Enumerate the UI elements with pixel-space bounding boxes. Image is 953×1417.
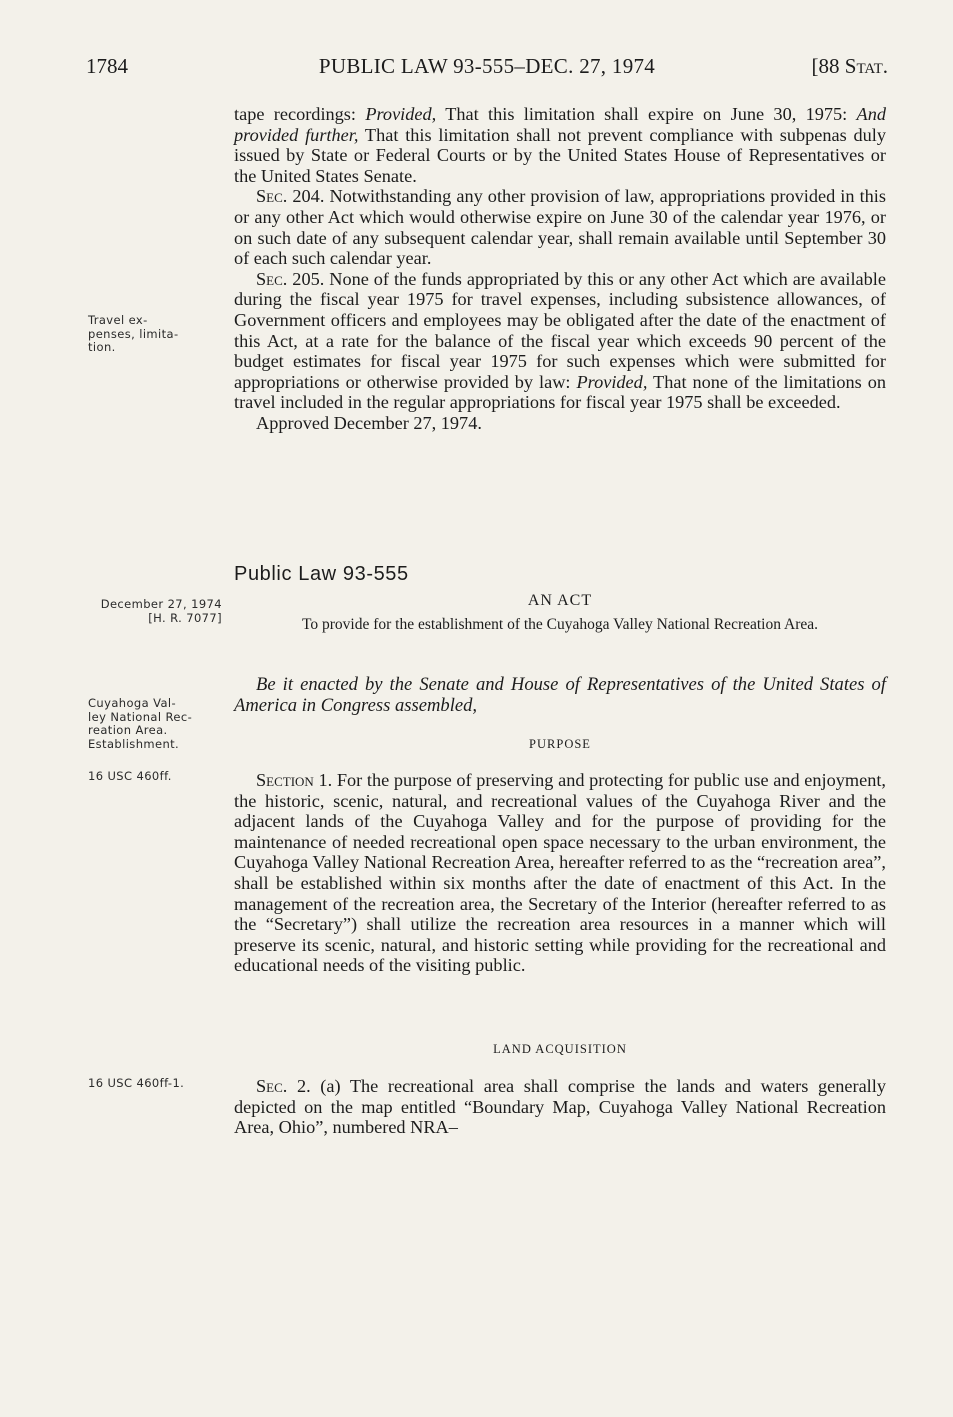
section-label: Sec. 2. [256,1076,311,1096]
statute-volume: [88 Stat. [811,54,888,78]
margin-note-usc-460ff: 16 USC 460ff. [88,769,172,783]
section-label: Sec. 204. [256,186,325,207]
margin-note-cuyahoga: Cuyahoga Val- ley National Rec- reation Area. Establishment. [88,696,193,751]
an-act-heading: AN ACT [527,592,593,609]
enacting-clause: Be it enacted by the Senate and House of Representatives of the United States of America in Congress assembled, [234,674,886,716]
act-title: To provide for the establishment of the Cuyahoga Valley National Recreation Area. [301,616,818,633]
upper-text-block [234,104,886,434]
section-204: Sec. 204. Notwithstanding any other provision of law, appropriations provided in this or any other Act which would otherwise expire on June 30 of the calendar year 1976, or on such date of any subsequent calendar year, shall remain available until September 30 of each such calendar year. [234,186,886,269]
section-2: Sec. 2. (a) The recreational area shall comprise the lands and waters generally depicted on the map entitled “Boundary Map, Cuyahoga Valley National Recreation Area, Ohio”, numbered NRA– [234,1076,886,1138]
enactment-date: December 27, 1974 [100,597,222,611]
paragraph-tape-recordings: tape recordings: Provided, That this limitation shall expire on June 30, 1975: And provided further, That this limitation shall not prevent compliance with subpenas duly issued by State or Federal Courts or by the United States House of Representatives or the United States Senate. [234,104,887,186]
public-law-number: Public Law 93-555 [234,563,409,585]
bill-number: [H. R. 7077] [148,610,222,625]
page-number: 1784 [86,54,128,78]
section-label: Sec. 205. [256,268,325,289]
margin-note-date [88,598,222,625]
running-title: PUBLIC LAW 93-555–DEC. 27, 1974 [318,54,656,78]
section-label: Section 1. [256,770,333,790]
approval-date: Approved December 27, 1974. [256,412,482,433]
heading-purpose: PURPOSE [529,737,591,751]
margin-note-travel: Travel ex- penses, limita- tion. [88,313,179,354]
section-1: Section 1. For the purpose of preserving and protecting for public use and enjoyment, the historic, scenic, natural, and recreational values of the Cuyahoga River and the adjacent lands of the Cuyahoga Valley and for the purpose of providing for the maintenance of needed recreational open space necessary to the urban environment, the Cuyahoga Valley National Recreation Area, hereafter referred to as the “recreation area”, shall be established within six months after the date of enactment of this Act. In the management of the recreation area, the Secretary of the Interior (hereafter referred to as the “Secretary”) shall utilize the recreation area resources in a manner which will preserve its scenic, natural, and historic setting while providing for the recreational and educational needs of the visiting public. [234,770,886,976]
margin-note-usc-460ff-1: 16 USC 460ff-1. [88,1076,185,1090]
page-header [86,54,888,82]
heading-land-acquisition: LAND ACQUISITION [493,1042,627,1056]
section-205: Sec. 205. None of the funds appropriated by this or any other Act which are available during the fiscal year 1975 for travel expenses, including subsistence allowances, of Government officers and employees may be obligated after the date of the enactment of this Act, at a rate for the balance of the fiscal year which exceeds 90 percent of the budget estimates for fiscal year 1975 for such expenses which were submitted for appropriations or otherwise provided by law: Provided, That none of the limitations on travel included in the regular appropriations for fiscal year 1975 shall be exceeded. [234,268,886,413]
